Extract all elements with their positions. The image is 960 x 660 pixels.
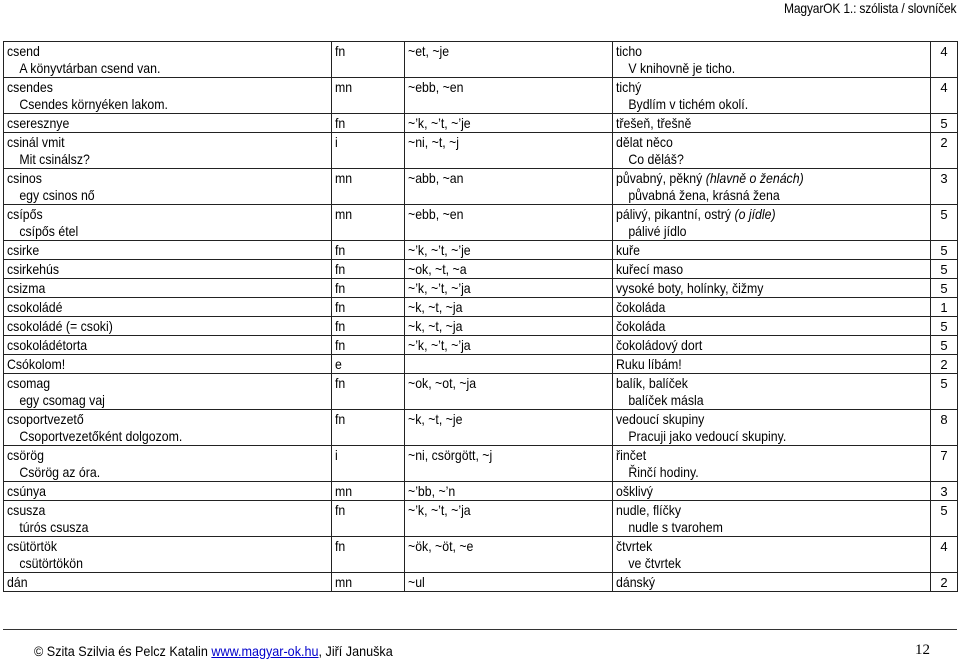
hungarian-word: csokoládétorta bbox=[7, 337, 88, 353]
hungarian-example: A könyvtárban csend van. bbox=[19, 60, 161, 76]
cell-unit bbox=[931, 42, 958, 78]
table-row bbox=[4, 279, 958, 298]
vocabulary-table bbox=[3, 41, 958, 592]
hungarian-word: csendes bbox=[7, 79, 53, 95]
footer-divider bbox=[3, 629, 957, 630]
footer-authors: Szita Szilvia és Pelcz Katalin bbox=[46, 643, 208, 659]
cell-part-of-speech bbox=[332, 317, 405, 336]
hungarian-word: csoportvezető bbox=[7, 411, 84, 427]
word-forms: ~’k, ~’t, ~’ja bbox=[408, 502, 471, 518]
hungarian-word: csütörtök bbox=[7, 538, 57, 554]
table-row bbox=[4, 336, 958, 355]
unit-number: 2 bbox=[940, 575, 948, 590]
unit-number: 4 bbox=[940, 80, 948, 95]
word-forms: ~k, ~t, ~je bbox=[408, 411, 463, 427]
word-forms: ~’bb, ~’n bbox=[408, 483, 456, 499]
cell-forms bbox=[405, 501, 613, 537]
footer-link[interactable]: www.magyar-ok.hu bbox=[211, 643, 319, 659]
cell-forms bbox=[405, 241, 613, 260]
czech-example: pálivé jídlo bbox=[628, 223, 687, 239]
part-of-speech: e bbox=[335, 356, 342, 372]
czech-example: V knihovně je ticho. bbox=[628, 60, 736, 76]
cell-hungarian bbox=[4, 279, 332, 298]
hungarian-word: csomag bbox=[7, 375, 51, 391]
cell-hungarian bbox=[4, 355, 332, 374]
table-row bbox=[4, 374, 958, 410]
footer-suffix: , Jiří Januška bbox=[318, 643, 393, 659]
cell-part-of-speech bbox=[332, 374, 405, 410]
table-row bbox=[4, 537, 958, 573]
cell-forms bbox=[405, 169, 613, 205]
cell-hungarian bbox=[4, 133, 332, 169]
hungarian-word: csokoládé bbox=[7, 299, 63, 315]
part-of-speech: fn bbox=[335, 337, 346, 353]
word-forms: ~ok, ~t, ~a bbox=[408, 261, 467, 277]
cell-czech bbox=[613, 42, 931, 78]
czech-example: Řinčí hodiny. bbox=[628, 464, 699, 480]
table-row bbox=[4, 298, 958, 317]
cell-unit bbox=[931, 374, 958, 410]
cell-part-of-speech bbox=[332, 355, 405, 374]
cell-czech bbox=[613, 374, 931, 410]
czech-example: ve čtvrtek bbox=[628, 555, 682, 571]
part-of-speech: mn bbox=[335, 574, 353, 590]
hungarian-word: cseresznye bbox=[7, 115, 70, 131]
hungarian-word: csinál vmit bbox=[7, 134, 65, 150]
cell-part-of-speech bbox=[332, 537, 405, 573]
part-of-speech: mn bbox=[335, 483, 353, 499]
unit-number: 5 bbox=[940, 116, 948, 131]
part-of-speech: mn bbox=[335, 79, 353, 95]
cell-unit bbox=[931, 241, 958, 260]
czech-example: Pracuji jako vedoucí skupiny. bbox=[628, 428, 787, 444]
cell-unit bbox=[931, 573, 958, 592]
part-of-speech: fn bbox=[335, 502, 346, 518]
cell-part-of-speech bbox=[332, 298, 405, 317]
cell-unit bbox=[931, 410, 958, 446]
cell-forms bbox=[405, 205, 613, 241]
table-row bbox=[4, 446, 958, 482]
unit-number: 1 bbox=[940, 300, 948, 315]
cell-forms bbox=[405, 317, 613, 336]
cell-unit bbox=[931, 78, 958, 114]
unit-number: 5 bbox=[940, 376, 948, 391]
hungarian-word: csípős bbox=[7, 206, 43, 222]
word-forms: ~k, ~t, ~ja bbox=[408, 299, 463, 315]
hungarian-word: csend bbox=[7, 43, 40, 59]
unit-number: 5 bbox=[940, 207, 948, 222]
table-row bbox=[4, 501, 958, 537]
hungarian-example: egy csomag vaj bbox=[19, 392, 105, 408]
table-row bbox=[4, 355, 958, 374]
part-of-speech: fn bbox=[335, 261, 346, 277]
cell-czech bbox=[613, 279, 931, 298]
word-forms: ~’k, ~’t, ~’ja bbox=[408, 280, 471, 296]
cell-hungarian bbox=[4, 260, 332, 279]
cell-part-of-speech bbox=[332, 205, 405, 241]
unit-number: 5 bbox=[940, 319, 948, 334]
cell-forms bbox=[405, 355, 613, 374]
table-row bbox=[4, 169, 958, 205]
cell-unit bbox=[931, 298, 958, 317]
part-of-speech: i bbox=[335, 447, 338, 463]
cell-czech bbox=[613, 133, 931, 169]
part-of-speech: fn bbox=[335, 318, 346, 334]
cell-czech bbox=[613, 446, 931, 482]
cell-forms bbox=[405, 78, 613, 114]
word-forms: ~ebb, ~en bbox=[408, 79, 464, 95]
table-row bbox=[4, 205, 958, 241]
cell-unit bbox=[931, 355, 958, 374]
table-row bbox=[4, 114, 958, 133]
cell-part-of-speech bbox=[332, 78, 405, 114]
cell-hungarian bbox=[4, 205, 332, 241]
part-of-speech: mn bbox=[335, 206, 353, 222]
unit-number: 4 bbox=[940, 44, 948, 59]
cell-unit bbox=[931, 133, 958, 169]
unit-number: 2 bbox=[940, 357, 948, 372]
cell-czech bbox=[613, 78, 931, 114]
part-of-speech: fn bbox=[335, 375, 346, 391]
cell-unit bbox=[931, 114, 958, 133]
czech-example: balíček másla bbox=[628, 392, 704, 408]
part-of-speech: fn bbox=[335, 299, 346, 315]
cell-czech bbox=[613, 205, 931, 241]
czech-example: půvabná žena, krásná žena bbox=[628, 187, 780, 203]
cell-hungarian bbox=[4, 169, 332, 205]
cell-part-of-speech bbox=[332, 410, 405, 446]
hungarian-word: dán bbox=[7, 574, 28, 590]
hungarian-example: csípős étel bbox=[19, 223, 79, 239]
cell-czech bbox=[613, 317, 931, 336]
cell-part-of-speech bbox=[332, 241, 405, 260]
hungarian-example: túrós csusza bbox=[19, 519, 89, 535]
part-of-speech: fn bbox=[335, 43, 346, 59]
czech-translation: ošklivý bbox=[616, 483, 653, 499]
unit-number: 8 bbox=[940, 412, 948, 427]
hungarian-example: Csoportvezetőként dolgozom. bbox=[19, 428, 183, 444]
cell-forms bbox=[405, 446, 613, 482]
cell-forms bbox=[405, 336, 613, 355]
cell-czech bbox=[613, 410, 931, 446]
unit-number: 5 bbox=[940, 281, 948, 296]
word-forms: ~’k, ~’t, ~’je bbox=[408, 242, 471, 258]
cell-unit bbox=[931, 446, 958, 482]
czech-translation: čtvrtek bbox=[616, 538, 653, 554]
cell-hungarian bbox=[4, 482, 332, 501]
cell-hungarian bbox=[4, 78, 332, 114]
czech-translation: tichý bbox=[616, 79, 642, 95]
cell-czech bbox=[613, 573, 931, 592]
cell-part-of-speech bbox=[332, 573, 405, 592]
cell-czech bbox=[613, 537, 931, 573]
cell-czech bbox=[613, 114, 931, 133]
czech-translation: dělat něco bbox=[616, 134, 673, 150]
unit-number: 2 bbox=[940, 135, 948, 150]
word-forms: ~ni, csörgött, ~j bbox=[408, 447, 493, 463]
cell-czech bbox=[613, 241, 931, 260]
czech-translation: pálivý, pikantní, ostrý bbox=[616, 206, 732, 222]
cell-part-of-speech bbox=[332, 279, 405, 298]
czech-translation: řinčet bbox=[616, 447, 647, 463]
part-of-speech: fn bbox=[335, 538, 346, 554]
cell-hungarian bbox=[4, 501, 332, 537]
hungarian-word: Csókolom! bbox=[7, 356, 66, 372]
czech-translation: vysoké boty, holínky, čižmy bbox=[616, 280, 764, 296]
czech-translation: půvabný, pěkný bbox=[616, 170, 703, 186]
table-row bbox=[4, 260, 958, 279]
part-of-speech: mn bbox=[335, 170, 353, 186]
unit-number: 5 bbox=[940, 262, 948, 277]
word-forms: ~ni, ~t, ~j bbox=[408, 134, 460, 150]
czech-example: Co děláš? bbox=[628, 151, 684, 167]
word-forms: ~et, ~je bbox=[408, 43, 450, 59]
word-forms: ~ul bbox=[408, 574, 425, 590]
cell-part-of-speech bbox=[332, 482, 405, 501]
cell-unit bbox=[931, 260, 958, 279]
cell-czech bbox=[613, 501, 931, 537]
word-forms: ~ok, ~ot, ~ja bbox=[408, 375, 477, 391]
cell-part-of-speech bbox=[332, 114, 405, 133]
hungarian-example: Csörög az óra. bbox=[19, 464, 101, 480]
cell-part-of-speech bbox=[332, 446, 405, 482]
cell-unit bbox=[931, 279, 958, 298]
cell-hungarian bbox=[4, 573, 332, 592]
cell-czech bbox=[613, 260, 931, 279]
table-row bbox=[4, 78, 958, 114]
czech-translation: balík, balíček bbox=[616, 375, 688, 391]
czech-translation: ticho bbox=[616, 43, 643, 59]
hungarian-word: csokoládé (= csoki) bbox=[7, 318, 113, 334]
cell-hungarian bbox=[4, 446, 332, 482]
table-row bbox=[4, 241, 958, 260]
cell-unit bbox=[931, 537, 958, 573]
czech-translation: kuřecí maso bbox=[616, 261, 684, 277]
hungarian-word: csirke bbox=[7, 242, 40, 258]
cell-forms bbox=[405, 537, 613, 573]
czech-example: Bydlím v tichém okolí. bbox=[628, 96, 749, 112]
table-row bbox=[4, 317, 958, 336]
hungarian-example: csütörtökön bbox=[19, 555, 84, 571]
czech-translation: třešeň, třešně bbox=[616, 115, 692, 131]
cell-part-of-speech bbox=[332, 42, 405, 78]
czech-translation: dánský bbox=[616, 574, 656, 590]
czech-translation: Ruku líbám! bbox=[616, 356, 682, 372]
word-forms: ~ök, ~öt, ~e bbox=[408, 538, 474, 554]
cell-part-of-speech bbox=[332, 501, 405, 537]
cell-unit bbox=[931, 205, 958, 241]
hungarian-example: egy csinos nő bbox=[19, 187, 95, 203]
cell-unit bbox=[931, 501, 958, 537]
hungarian-word: csúnya bbox=[7, 483, 47, 499]
word-forms: ~ebb, ~en bbox=[408, 206, 464, 222]
cell-hungarian bbox=[4, 298, 332, 317]
unit-number: 5 bbox=[940, 503, 948, 518]
czech-translation: vedoucí skupiny bbox=[616, 411, 705, 427]
cell-czech bbox=[613, 336, 931, 355]
cell-unit bbox=[931, 169, 958, 205]
cell-forms bbox=[405, 133, 613, 169]
cell-czech bbox=[613, 482, 931, 501]
cell-part-of-speech bbox=[332, 133, 405, 169]
cell-hungarian bbox=[4, 410, 332, 446]
part-of-speech: fn bbox=[335, 242, 346, 258]
cell-czech bbox=[613, 355, 931, 374]
word-forms: ~’k, ~’t, ~’ja bbox=[408, 337, 471, 353]
czech-translation: nudle, flíčky bbox=[616, 502, 682, 518]
cell-hungarian bbox=[4, 241, 332, 260]
part-of-speech: fn bbox=[335, 280, 346, 296]
czech-note: (hlavně o ženách) bbox=[705, 170, 804, 186]
word-forms: ~abb, ~an bbox=[408, 170, 464, 186]
cell-forms bbox=[405, 573, 613, 592]
hungarian-word: csörög bbox=[7, 447, 44, 463]
cell-part-of-speech bbox=[332, 336, 405, 355]
hungarian-word: csusza bbox=[7, 502, 46, 518]
cell-hungarian bbox=[4, 42, 332, 78]
cell-forms bbox=[405, 260, 613, 279]
unit-number: 3 bbox=[940, 484, 948, 499]
cell-czech bbox=[613, 169, 931, 205]
cell-unit bbox=[931, 317, 958, 336]
cell-forms bbox=[405, 42, 613, 78]
cell-hungarian bbox=[4, 537, 332, 573]
cell-forms bbox=[405, 482, 613, 501]
czech-translation: čokoláda bbox=[616, 299, 666, 315]
cell-hungarian bbox=[4, 374, 332, 410]
cell-forms bbox=[405, 410, 613, 446]
table-row bbox=[4, 133, 958, 169]
page-number: 12 bbox=[915, 642, 930, 658]
czech-note: (o jídle) bbox=[734, 206, 776, 222]
unit-number: 5 bbox=[940, 243, 948, 258]
cell-forms bbox=[405, 279, 613, 298]
cell-part-of-speech bbox=[332, 169, 405, 205]
hungarian-word: csinos bbox=[7, 170, 42, 186]
hungarian-word: csizma bbox=[7, 280, 46, 296]
table-row bbox=[4, 482, 958, 501]
table-row bbox=[4, 42, 958, 78]
cell-hungarian bbox=[4, 317, 332, 336]
cell-hungarian bbox=[4, 114, 332, 133]
unit-number: 3 bbox=[940, 171, 948, 186]
hungarian-example: Mit csinálsz? bbox=[19, 151, 90, 167]
unit-number: 5 bbox=[940, 338, 948, 353]
table-row bbox=[4, 573, 958, 592]
cell-forms bbox=[405, 298, 613, 317]
part-of-speech: fn bbox=[335, 115, 346, 131]
page-header: MagyarOK 1.: szólista / slovníček bbox=[783, 0, 956, 16]
table-row bbox=[4, 410, 958, 446]
word-forms: ~’k, ~’t, ~’je bbox=[408, 115, 471, 131]
cell-unit bbox=[931, 482, 958, 501]
unit-number: 4 bbox=[940, 539, 948, 554]
part-of-speech: i bbox=[335, 134, 338, 150]
cell-hungarian bbox=[4, 336, 332, 355]
cell-part-of-speech bbox=[332, 260, 405, 279]
hungarian-example: Csendes környéken lakom. bbox=[19, 96, 168, 112]
footer bbox=[34, 643, 393, 659]
czech-translation: kuře bbox=[616, 242, 640, 258]
cell-unit bbox=[931, 336, 958, 355]
cell-forms bbox=[405, 114, 613, 133]
unit-number: 7 bbox=[940, 448, 948, 463]
copyright-icon: © bbox=[34, 643, 44, 659]
czech-example: nudle s tvarohem bbox=[628, 519, 723, 535]
cell-czech bbox=[613, 298, 931, 317]
czech-translation: čokoláda bbox=[616, 318, 666, 334]
cell-forms bbox=[405, 374, 613, 410]
word-forms: ~k, ~t, ~ja bbox=[408, 318, 463, 334]
hungarian-word: csirkehús bbox=[7, 261, 60, 277]
part-of-speech: fn bbox=[335, 411, 346, 427]
czech-translation: čokoládový dort bbox=[616, 337, 703, 353]
